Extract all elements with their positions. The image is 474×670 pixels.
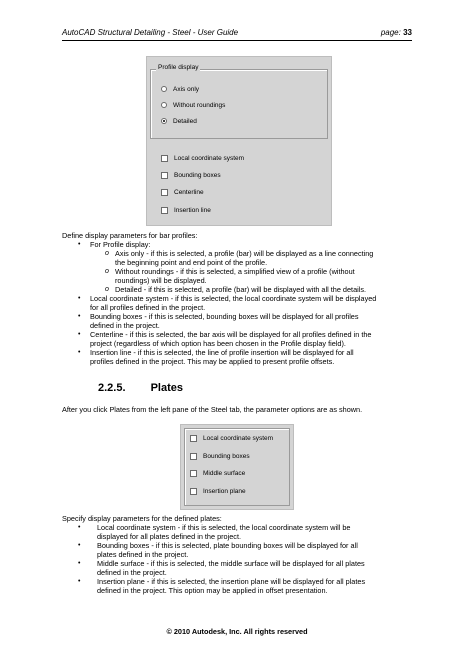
checkbox[interactable] <box>161 189 168 196</box>
bullet: • <box>78 241 81 248</box>
checkbox[interactable] <box>161 155 168 162</box>
bullet: • <box>78 524 81 531</box>
sub-bullet: o <box>105 268 109 275</box>
plates-intro: After you click Plates from the left pane of the Steel tab, the parameter options are as shown. <box>62 405 363 414</box>
plates-item-middle-surface: Middle surface - if this is selected, the middle surface will be displayed for all plates defined in the project. <box>97 559 365 577</box>
page-header <box>62 28 412 42</box>
plates-item-bounding-boxes: Bounding boxes - if this is selected, plate bounding boxes will be displayed for all plates defined in the project. <box>97 541 358 559</box>
checkbox[interactable] <box>190 435 197 442</box>
page-number: page: 33 <box>380 28 412 37</box>
checkbox-local-coordinate-system[interactable]: Local coordinate system <box>161 153 244 163</box>
checkbox-bounding-boxes[interactable]: Bounding boxes <box>161 170 221 180</box>
bullet: • <box>78 542 81 549</box>
checkbox[interactable] <box>161 172 168 179</box>
section-title: Plates <box>150 382 184 394</box>
checkbox[interactable] <box>190 488 197 495</box>
radio-detailed[interactable]: Detailed <box>161 116 197 126</box>
radio-axis-only[interactable]: Axis only <box>161 84 199 94</box>
checkbox-middle-surface[interactable]: Middle surface <box>190 468 245 478</box>
radio-without-roundings[interactable]: Without roundings <box>161 100 225 110</box>
section-number: 2.2.5. <box>98 382 126 394</box>
sub-bullet: o <box>105 286 109 293</box>
checkbox[interactable] <box>161 207 168 214</box>
group-label: Profile display <box>158 64 199 71</box>
list-item-bounding-boxes: Bounding boxes - if this is selected, bounding boxes will be displayed for all profiles defined in the project. <box>90 312 359 330</box>
radio-button-selected[interactable] <box>161 118 167 124</box>
bullet: • <box>78 560 81 567</box>
bar-intro: Define display parameters for bar profiles: <box>62 231 198 240</box>
sub-item-without-roundings: Without roundings - if this is selected, a simplified view of a profile (without roundings) will be displayed. <box>115 267 355 285</box>
copyright-footer: © 2010 Autodesk, Inc. All rights reserved <box>166 627 308 636</box>
section-heading <box>98 382 183 394</box>
bullet: • <box>78 313 81 320</box>
sub-item-detailed: Detailed - if this is selected, a profile (bar) will be displayed with all the details. <box>115 285 367 294</box>
plates-panel <box>180 424 294 510</box>
checkbox-insertion-plane[interactable]: Insertion plane <box>190 486 246 496</box>
radio-button[interactable] <box>161 102 167 108</box>
radio-button[interactable] <box>161 86 167 92</box>
plates-item-local-coordinate-system: Local coordinate system - if this is selected, the local coordinate system will be displayed for all plates defined in the project. <box>97 523 351 541</box>
profile-display-panel <box>146 56 332 226</box>
plates-item-insertion-plane: Insertion plane - if this is selected, the insertion plane will be displayed for all plates defined in the project. This option may be applied in offset presentation. <box>97 577 366 595</box>
bullet: • <box>78 331 81 338</box>
checkbox[interactable] <box>190 453 197 460</box>
sub-bullet: o <box>105 250 109 257</box>
list-item-insertion-line: Insertion line - if this is selected, the line of profile insertion will be displayed for all profiles defined in the project. This may be applied to present profile offsets. <box>90 348 354 366</box>
document-title: AutoCAD Structural Detailing - Steel - User Guide <box>62 28 239 37</box>
checkbox-plate-local-coordinate-system[interactable]: Local coordinate system <box>190 433 273 443</box>
bullet: • <box>78 578 81 585</box>
bullet: • <box>78 349 81 356</box>
checkbox[interactable] <box>190 470 197 477</box>
plates-spec: Specify display parameters for the defined plates: <box>62 514 222 523</box>
list-item-centerline: Centerline - if this is selected, the bar axis will be displayed for all profiles defined in the project (regardless of which option has been chosen in the Profile display field). <box>90 330 372 348</box>
checkbox-insertion-line[interactable]: Insertion line <box>161 205 211 215</box>
checkbox-plate-bounding-boxes[interactable]: Bounding boxes <box>190 451 250 461</box>
bullet: • <box>78 295 81 302</box>
list-item-profile-display: For Profile display: <box>90 240 151 249</box>
list-item-local-coordinate-system: Local coordinate system - if this is selected, the local coordinate system will be displayed for all profiles defined in the project. <box>90 294 377 312</box>
checkbox-centerline[interactable]: Centerline <box>161 187 204 197</box>
sub-item-axis-only: Axis only - if this is selected, a profile (bar) will be displayed as a line connecting the beginning point and end point of the profile. <box>115 249 374 267</box>
header-rule <box>62 40 412 41</box>
